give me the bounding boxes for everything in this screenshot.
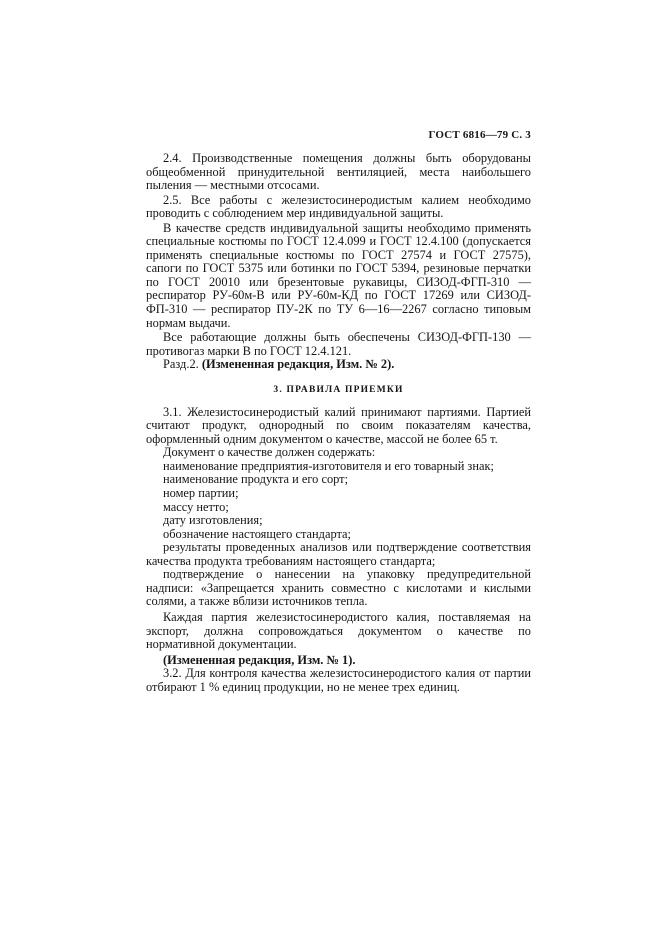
amendment-note-2: (Измененная редакция, Изм. № 2). [201,357,395,372]
paragraph-export: Каждая партия железистосинеродистого калия, поставляемая на экспорт, должна сопровождаться документом о качестве по нормативной документации. [146,609,531,652]
list-item: наименование продукта и его сорт; [163,472,349,487]
amendment-note-1: (Измененная редакция, Изм. № 1). [163,652,356,667]
section-3-heading: 3. ПРАВИЛА ПРИЕМКИ [273,384,404,395]
paragraph-section2-amendment [146,358,531,372]
list-item-warning-label: подтверждение о нанесении на упаковку предупредительной надписи: «Запрещается хранить совместно с кислотами и кислыми солями, а также вблизи источников тепла. [146,567,531,609]
list-item: номер партии; [163,486,239,501]
list-item: дату изготовления; [163,513,263,528]
list-item: наименование предприятия-изготовителя и его товарный знак; [163,458,494,473]
paragraph-3-1: 3.1. Железистосинеродистый калий принимают партиями. Партией считают продукт, однородный по своим показателям качества, оформленный одним документом о качестве, массой не более 65 т. [146,404,531,446]
document-body [146,152,531,694]
paragraph-gas-masks: Все работающие должны быть обеспечены СИЗОД-ФГП-130 — противогаз марки В по ГОСТ 12.4.121. [146,330,531,358]
paragraph-protective-equipment: В качестве средств индивидуальной защиты необходимо применять специальные костюмы по ГОСТ 12.4.099 и ГОСТ 12.4.100 (допускается применять специальные костюмы по ГОСТ 27574 и ГОСТ 27575), сапоги по ГОСТ 5375 или ботинки по ГОСТ 5394, резиновые перчатки по ГОСТ 20010 или брезентовые рукавицы, СИЗОД-ФГП-310 — респиратор РУ-60м-В или РУ-60м-КД по ГОСТ 17269 или СИЗОД-ФП-310 — респиратор ПУ-2К по ТУ 6—16—2267 согласно типовым нормам выдачи. [146,220,531,330]
running-header: ГОСТ 6816—79 С. 3 [428,129,531,141]
list-item: массу нетто; [163,499,229,514]
list-item-results: результаты проведенных анализов или подтверждение соответствия качества продукта требованиям настоящего стандарта; [146,540,531,568]
paragraph-3-2: 3.2. Для контроля качества железистосинеродистого калия от партии отбирают 1 % единиц продукции, но не менее трех единиц. [146,666,531,694]
document-contents-intro: Документ о качестве должен содержать: [163,445,376,460]
paragraph-2-4: 2.4. Производственные помещения должны быть оборудованы общеобменной принудительной вентиляцией, места наибольшего пыления — местными отсосами. [146,151,531,193]
paragraph-2-5: 2.5. Все работы с железистосинеродистым калием необходимо проводить с соблюдением мер индивидуальной защиты. [146,192,531,221]
amendment-prefix: Разд.2. [163,357,202,372]
list-item: обозначение настоящего стандарта; [163,526,352,541]
